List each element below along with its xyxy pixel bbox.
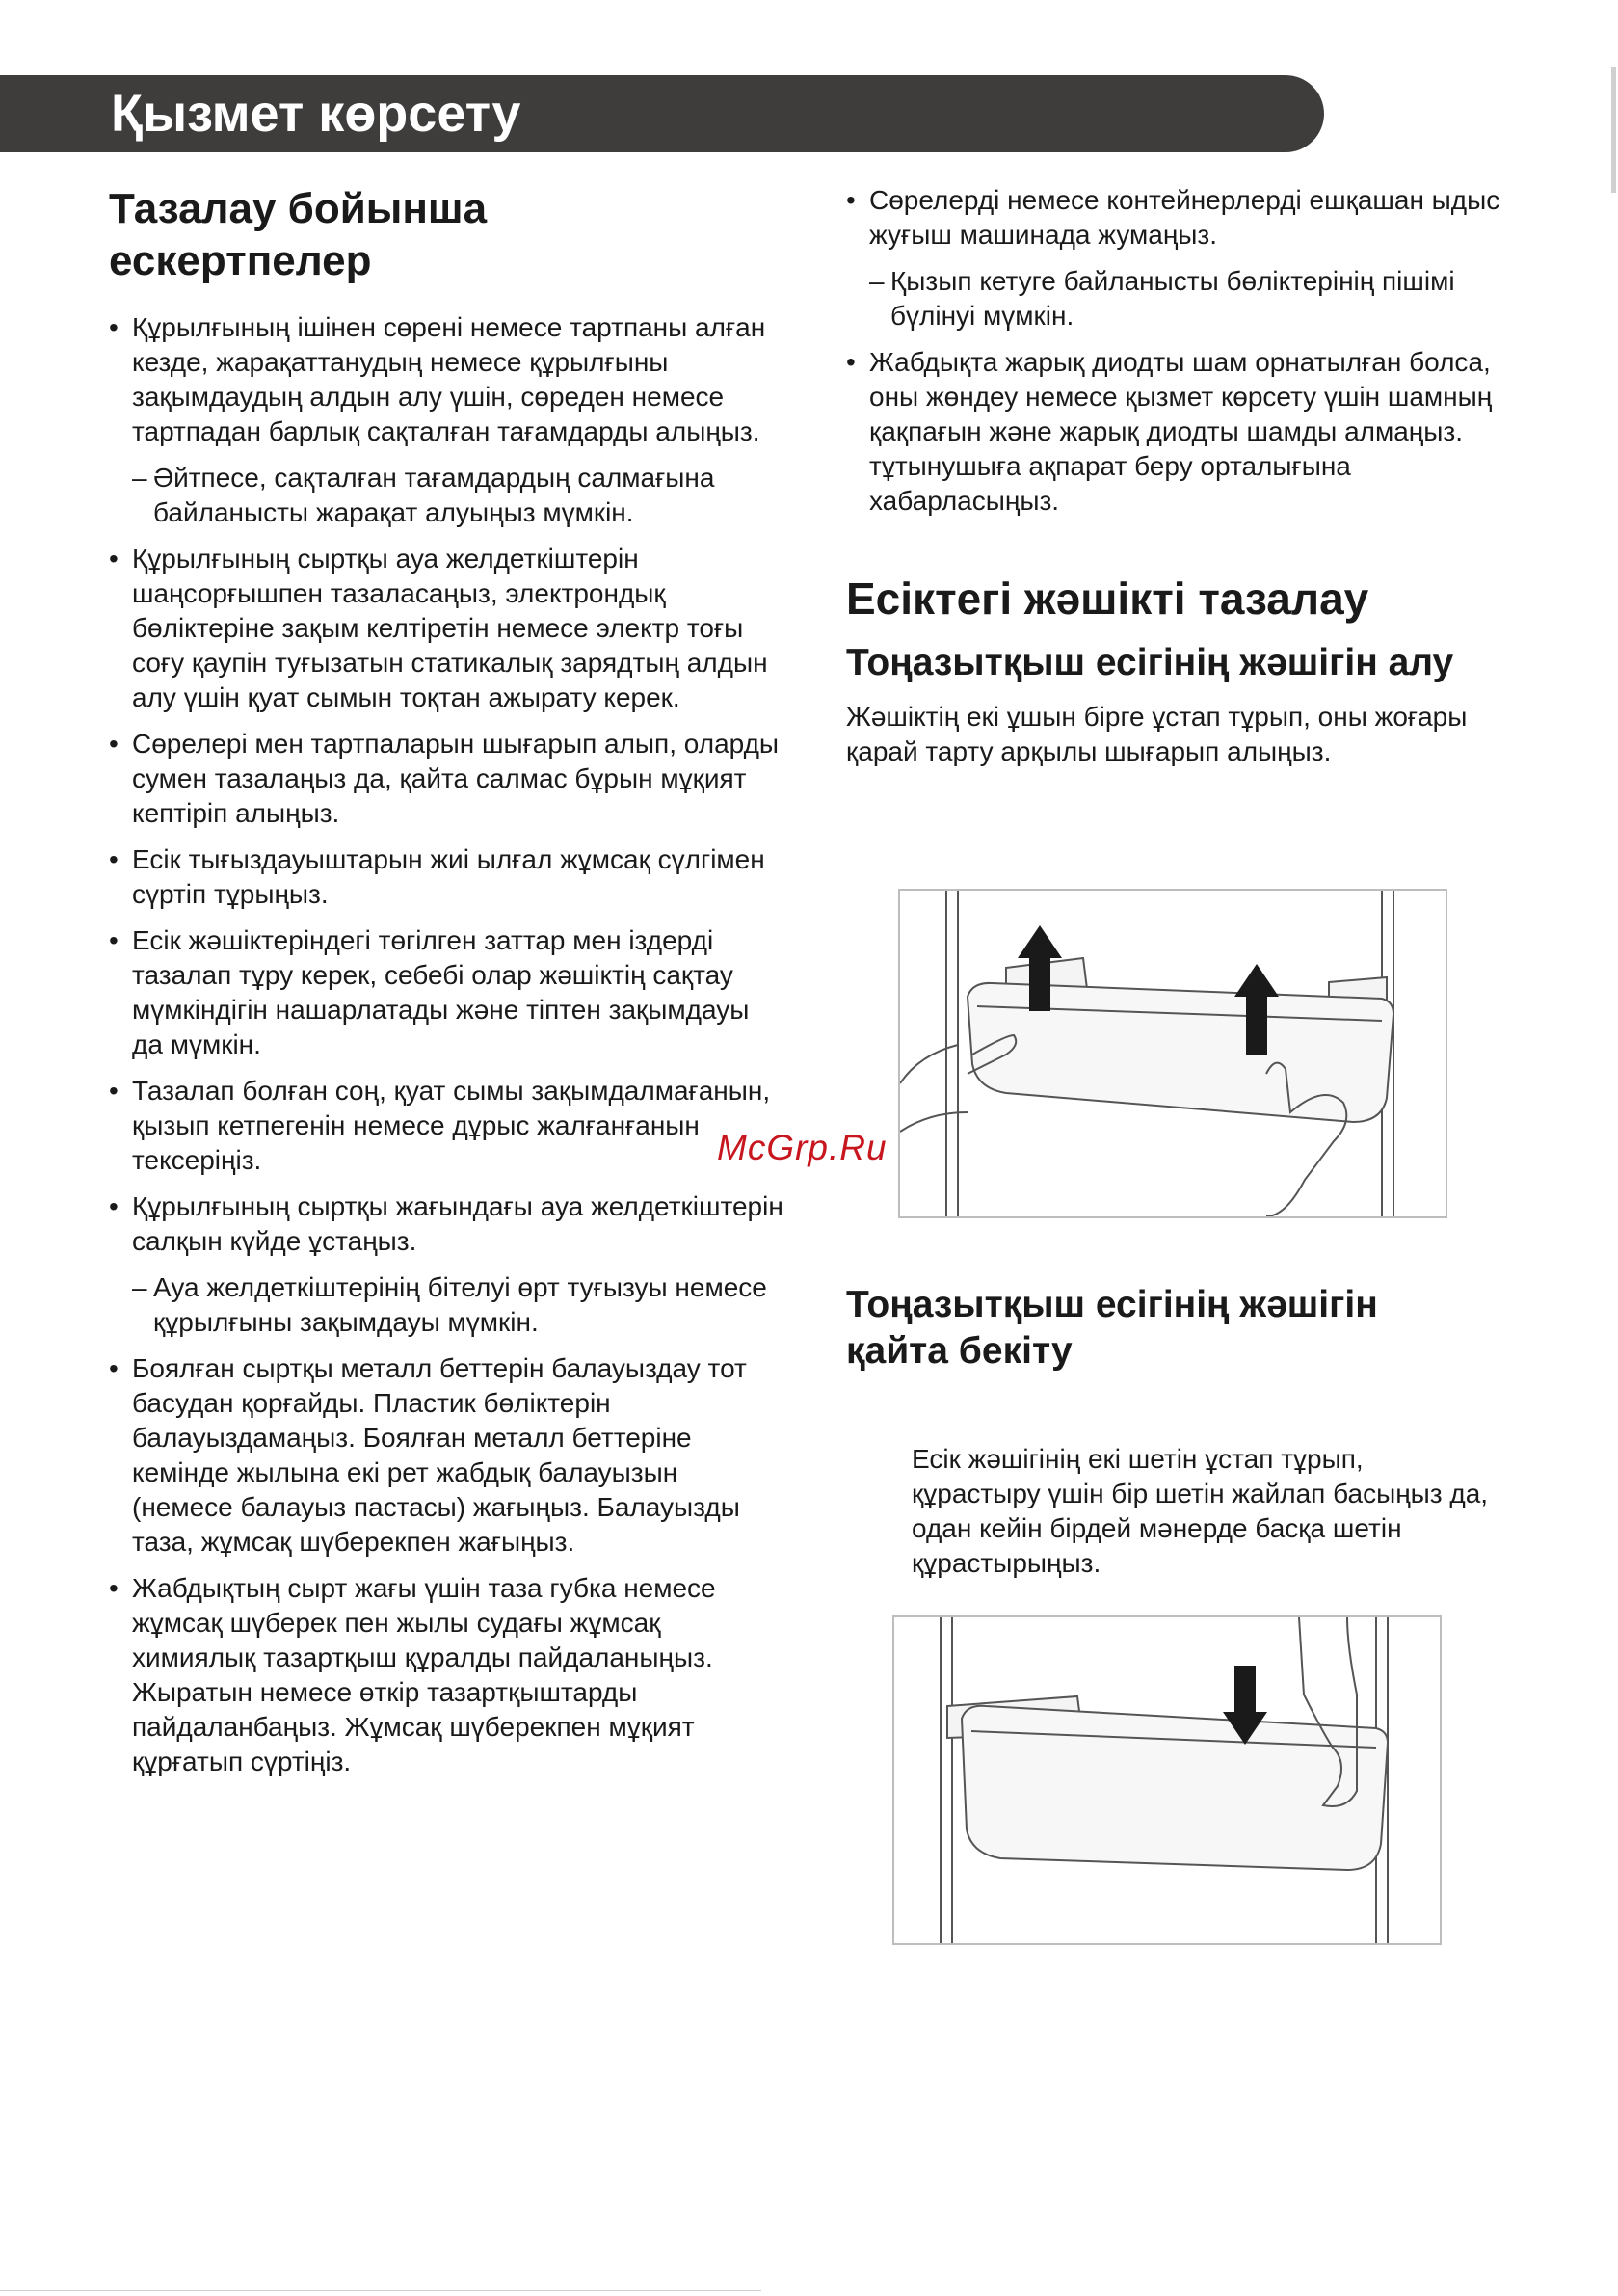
- list-item: • Жабдықта жарық диодты шам орнатылған болса, оны жөндеу немесе қызмет көрсету үшін шамның қақпағын және жарық диодты шамды алмаңыз. тұтынушыға ақпарат беру орталығына хабарласыңыз.: [846, 345, 1540, 519]
- list-item: • Есік тығыздауыштарын жиі ылғал жұмсақ сүлгімен сүртіп тұрыңыз.: [109, 842, 783, 912]
- cleaning-warnings-title: [109, 183, 783, 287]
- cleaning-warnings-title-line2: ескертпелер: [109, 237, 372, 284]
- list-item: • Құрылғының сыртқы ауа желдеткіштерін шаңсорғышпен тазаласаңыз, электрондық бөліктеріне зақым келтіретін немесе электр тоғы соғу қаупін туғызатын статикалық зарядтың алдын алу үшін қуат сымын тоқтан ажырату керек.: [109, 542, 783, 715]
- cleaning-warnings-list-3: [109, 1351, 783, 1779]
- list-subitem: – Әйтпесе, сақталған тағамдардың салмағына байланысты жарақат алуыңыз мүмкін.: [132, 463, 715, 527]
- remove-bin-drawing: [900, 891, 1446, 1216]
- list-item: • Құрылғының сыртқы жағындағы ауа желдеткіштерін салқын күйде ұстаңыз.: [109, 1189, 783, 1259]
- cleaning-warnings-list-2: [109, 542, 783, 1259]
- list-item: • Сөрелері мен тартпаларын шығарып алып, оларды сумен тазалаңыз да, қайта салмас бұрын мұқият кептіріп алыңыз.: [109, 727, 783, 831]
- cleaning-warnings-list-4: [846, 183, 1540, 253]
- reinstall-bin-text: Есік жәшігінің екі шетін ұстап тұрып, құрастыру үшін бір шетін жайлап басыңыз да, одан кейін бірдей мәнерде басқа шетін құрастырыңыз.: [912, 1444, 1489, 1578]
- list-subitem: – Ауа желдеткіштерінің бітелуі өрт туғызуы немесе құрылғыны зақымдауы мүмкін.: [132, 1272, 767, 1337]
- remove-bin-text: Жәшіктің екі ұшын бірге ұстап тұрып, оны жоғары қарай тарту арқылы шығарып алыңыз.: [846, 702, 1468, 766]
- right-column: [846, 183, 1540, 769]
- reinstall-bin-title-line2: қайта бекіту: [846, 1330, 1073, 1372]
- remove-bin-illustration: [898, 889, 1447, 1218]
- list-item: • Құрылғының ішінен сөрені немесе тартпаны алған кезде, жарақаттанудың немесе құрылғыны зақымдаудың алдын алу үшін, сөреден немесе тартпадан барлық сақталған тағамдарды алыңыз.: [109, 310, 783, 449]
- list-item: • Есік жәшіктеріндегі төгілген заттар мен іздерді тазалап тұру керек, себебі олар жәшіктің сақтау мүмкіндігін нашарлатады және тіптен зақымдауы да мүмкін.: [109, 923, 783, 1062]
- watermark: McGrp.Ru: [717, 1128, 888, 1167]
- reinstall-bin-title-line1: Тоңазытқыш есігінің жәшігін: [846, 1284, 1378, 1325]
- page-edge-marker: [1611, 67, 1616, 193]
- list-item: • Сөрелерді немесе контейнерлерді ешқашан ыдыс жуғыш машинада жумаңыз.: [846, 183, 1540, 253]
- list-item: • Жабдықтың сырт жағы үшін таза губка немесе жұмсақ шүберек пен жылы судағы жұмсақ химиялық тазартқыш құралды пайдаланыңыз. Жыратын немесе өткір тазартқыштарды пайдаланбаңыз. Жұмсақ шүберекпен мұқият құрғатып сүртіңіз.: [109, 1571, 783, 1779]
- header-bar: [0, 75, 1324, 152]
- footer-divider: [0, 2290, 761, 2291]
- cleaning-warnings-list-5: [846, 345, 1540, 519]
- list-item: • Боялған сыртқы металл беттерін балауыздау тот басудан қорғайды. Пластик бөліктерін балауыздамаңыз. Боялған металл беттеріне кемінде жылына екі рет жабдық балауызын (немесе балауыз пастасы) жағыңыз. Балауызды таза, жұмсақ шүберекпен жағыңыз.: [109, 1351, 783, 1560]
- door-bin-cleaning-title: Есіктегі жәшікті тазалау: [846, 574, 1369, 624]
- reinstall-bin-drawing: [894, 1617, 1440, 1943]
- reinstall-bin-title: [846, 1282, 1540, 1375]
- list-item: • Тазалап болған соң, қуат сымы зақымдалмағанын, қызып кетпегенін немесе дұрыс жалғанғанын тексеріңіз.: [109, 1074, 783, 1178]
- list-subitem: – Қызып кетуге байланысты бөліктерінің пішімі бүлінуі мүмкін.: [869, 266, 1455, 331]
- page-title: Қызмет көрсету: [111, 85, 521, 143]
- cleaning-warnings-list: [109, 310, 783, 449]
- cleaning-warnings-title-line1: Тазалау бойынша: [109, 185, 488, 232]
- remove-bin-title: Тоңазытқыш есігінің жәшігін алу: [846, 642, 1454, 683]
- left-column: [109, 183, 783, 1791]
- reinstall-bin-illustration: [892, 1615, 1442, 1945]
